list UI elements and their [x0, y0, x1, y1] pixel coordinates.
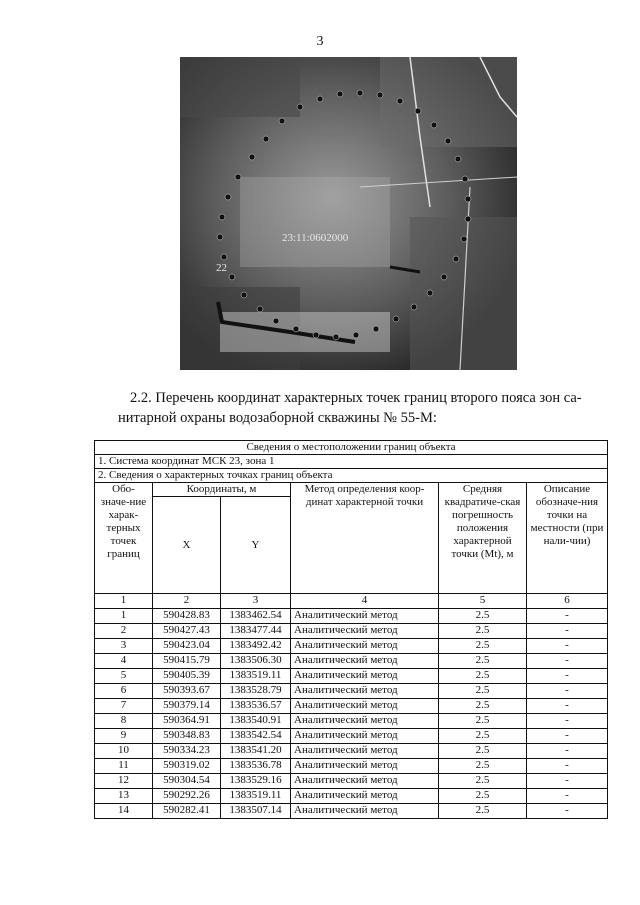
section-caption	[118, 388, 600, 428]
coord-x: 590405.39	[153, 669, 221, 684]
table-row	[95, 654, 608, 669]
error-cell: 2.5	[439, 714, 527, 729]
table-row	[95, 804, 608, 819]
coord-y: 1383541.20	[221, 744, 291, 759]
point-number: 13	[95, 789, 153, 804]
col-number: 6	[527, 594, 608, 609]
description-cell: -	[527, 759, 608, 774]
coord-y: 1383542.54	[221, 729, 291, 744]
page-number: 3	[316, 34, 324, 49]
coord-y: 1383519.11	[221, 789, 291, 804]
map-drawing	[180, 57, 517, 370]
table-row	[95, 729, 608, 744]
coord-y: 1383477.44	[221, 624, 291, 639]
method-cell: Аналитический метод	[291, 759, 439, 774]
description-cell: -	[527, 699, 608, 714]
method-cell: Аналитический метод	[291, 774, 439, 789]
description-cell: -	[527, 609, 608, 624]
table-row	[95, 624, 608, 639]
method-cell: Аналитический метод	[291, 699, 439, 714]
error-cell: 2.5	[439, 684, 527, 699]
method-cell: Аналитический метод	[291, 804, 439, 819]
point-number: 5	[95, 669, 153, 684]
coord-x: 590292.26	[153, 789, 221, 804]
method-cell: Аналитический метод	[291, 669, 439, 684]
header-y: Y	[221, 497, 291, 594]
point-number: 10	[95, 744, 153, 759]
point-number: 3	[95, 639, 153, 654]
coord-y: 1383492.42	[221, 639, 291, 654]
col-number: 1	[95, 594, 153, 609]
point-number: 11	[95, 759, 153, 774]
point-number: 7	[95, 699, 153, 714]
coord-y: 1383529.16	[221, 774, 291, 789]
description-cell: -	[527, 639, 608, 654]
point-number: 14	[95, 804, 153, 819]
coord-y: 1383462.54	[221, 609, 291, 624]
description-cell: -	[527, 714, 608, 729]
col-number: 2	[153, 594, 221, 609]
description-cell: -	[527, 804, 608, 819]
caption-line-2: нитарной охраны водозаборной скважины № 55-М:	[118, 410, 437, 426]
description-cell: -	[527, 654, 608, 669]
map-cadastral-label: 23:11:0602000	[282, 232, 349, 244]
coord-x: 590334.23	[153, 744, 221, 759]
coord-x: 590428.83	[153, 609, 221, 624]
error-cell: 2.5	[439, 744, 527, 759]
col-number: 3	[221, 594, 291, 609]
table-row	[95, 789, 608, 804]
table-body	[95, 609, 608, 819]
coord-x: 590364.91	[153, 714, 221, 729]
coord-x: 590379.14	[153, 699, 221, 714]
error-cell: 2.5	[439, 699, 527, 714]
coord-x: 590348.83	[153, 729, 221, 744]
table-row	[95, 684, 608, 699]
method-cell: Аналитический метод	[291, 714, 439, 729]
coord-x: 590423.04	[153, 639, 221, 654]
point-number: 9	[95, 729, 153, 744]
coord-x: 590393.67	[153, 684, 221, 699]
table-row	[95, 774, 608, 789]
header-x: X	[153, 497, 221, 594]
point-number: 2	[95, 624, 153, 639]
point-number: 6	[95, 684, 153, 699]
coord-x: 590304.54	[153, 774, 221, 789]
error-cell: 2.5	[439, 774, 527, 789]
coordinates-table	[94, 440, 608, 819]
method-cell: Аналитический метод	[291, 729, 439, 744]
point-number: 4	[95, 654, 153, 669]
table-row	[95, 639, 608, 654]
point-number: 1	[95, 609, 153, 624]
map-point-label: 22	[216, 262, 227, 274]
coord-y: 1383536.78	[221, 759, 291, 774]
method-cell: Аналитический метод	[291, 744, 439, 759]
col-number: 5	[439, 594, 527, 609]
description-cell: -	[527, 744, 608, 759]
error-cell: 2.5	[439, 789, 527, 804]
coord-x: 590319.02	[153, 759, 221, 774]
coord-y: 1383528.79	[221, 684, 291, 699]
coord-x: 590427.43	[153, 624, 221, 639]
table-row	[95, 759, 608, 774]
description-cell: -	[527, 684, 608, 699]
error-cell: 2.5	[439, 759, 527, 774]
coord-y: 1383540.91	[221, 714, 291, 729]
coord-x: 590282.41	[153, 804, 221, 819]
coord-y: 1383507.14	[221, 804, 291, 819]
table-row	[95, 699, 608, 714]
table-section-1: 1. Система координат МСК 23, зона 1	[95, 455, 608, 469]
description-cell: -	[527, 729, 608, 744]
col-number: 4	[291, 594, 439, 609]
coord-x: 590415.79	[153, 654, 221, 669]
table-row	[95, 714, 608, 729]
point-number: 12	[95, 774, 153, 789]
error-cell: 2.5	[439, 624, 527, 639]
coord-y: 1383506.30	[221, 654, 291, 669]
description-cell: -	[527, 669, 608, 684]
table-section-2: 2. Сведения о характерных точках границ объекта	[95, 469, 608, 483]
method-cell: Аналитический метод	[291, 639, 439, 654]
aerial-map-image	[180, 57, 517, 370]
coord-y: 1383519.11	[221, 669, 291, 684]
description-cell: -	[527, 774, 608, 789]
error-cell: 2.5	[439, 669, 527, 684]
coord-y: 1383536.57	[221, 699, 291, 714]
method-cell: Аналитический метод	[291, 609, 439, 624]
error-cell: 2.5	[439, 654, 527, 669]
error-cell: 2.5	[439, 639, 527, 654]
table-row	[95, 744, 608, 759]
error-cell: 2.5	[439, 804, 527, 819]
method-cell: Аналитический метод	[291, 684, 439, 699]
method-cell: Аналитический метод	[291, 654, 439, 669]
header-method: Метод определения коор-динат характерной точки	[291, 483, 439, 594]
header-designation: Обо-значе-ние харак-терных точек границ	[95, 483, 153, 594]
description-cell: -	[527, 624, 608, 639]
method-cell: Аналитический метод	[291, 624, 439, 639]
table-row	[95, 609, 608, 624]
header-description: Описание обозначе-ния точки на местности (при нали-чии)	[527, 483, 608, 594]
header-coordinates: Координаты, м	[153, 483, 291, 497]
header-error: Средняя квадратиче-ская погрешность положения характерной точки (Mt), м	[439, 483, 527, 594]
description-cell: -	[527, 789, 608, 804]
method-cell: Аналитический метод	[291, 789, 439, 804]
point-number: 8	[95, 714, 153, 729]
table-row	[95, 669, 608, 684]
table-title: Сведения о местоположении границ объекта	[95, 441, 608, 455]
error-cell: 2.5	[439, 609, 527, 624]
error-cell: 2.5	[439, 729, 527, 744]
caption-line-1: 2.2. Перечень координат характерных точек границ второго пояса зон са-	[130, 390, 582, 406]
